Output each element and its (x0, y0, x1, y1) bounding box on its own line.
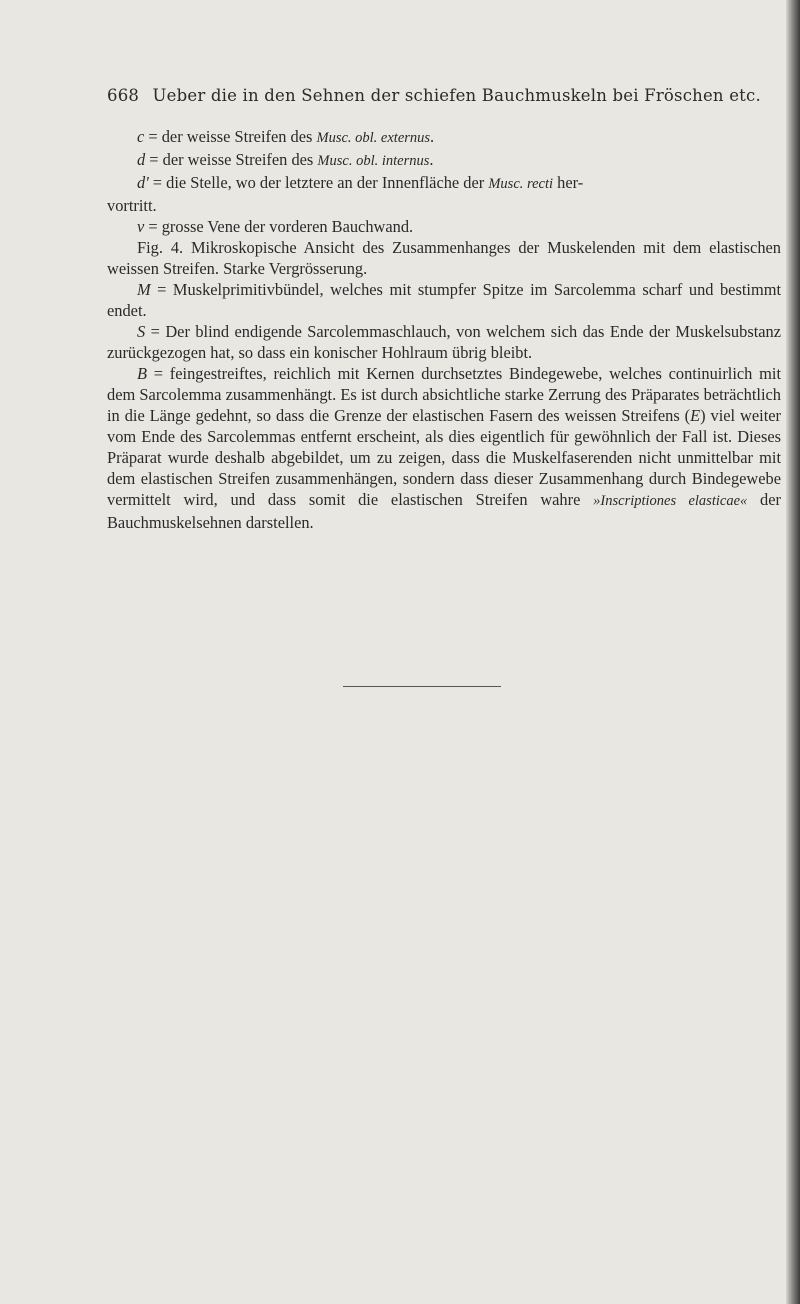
symbol-e: E (690, 406, 701, 425)
entry-end: her- (553, 173, 584, 192)
entry-text: = der weisse Streifen des (145, 150, 318, 169)
entry-text-continued: ) viel weiter vom Ende des Sarcolemmas entfernt erscheint, als dies eigentlich für gewöhnlich der Fall ist. Dieses Präparat wurde deshalb abgebildet, um zu zeigen, dass die Muskelfaserenden nicht unmittelbar mit dem elastischen Streifen zusammenhängen, sondern dass dieser Zusammenhang durch Bindegewebe vermittelt wird, und dass somit die elastischen Streifen wahre (107, 406, 782, 509)
latin-term: »Inscriptiones elasticae« (593, 493, 748, 509)
symbol: d' (137, 173, 149, 192)
symbol: S (137, 322, 146, 341)
legend-entry-c (107, 126, 781, 149)
entry-end: der Bauchmuskelsehnen darstellen. (107, 490, 781, 532)
symbol: d (137, 150, 146, 169)
page-number: 668 (107, 86, 140, 105)
entry-text: = feingestreiftes, reichlich mit Kernen durchsetztes Bindegewebe, welches continuirlich mit dem Sarcolemma zusammenhängt. Es ist durch absichtliche starke Zerrung des Präparates beträchtlich in die Länge gedehnt, so dass die Grenze der elastischen Fasern des weissen Streifens ( (107, 364, 781, 425)
symbol: c (137, 127, 145, 146)
body-text (107, 126, 781, 533)
legend-entry-s (107, 321, 781, 363)
running-title: Ueber die in den Sehnen der schiefen Bauchmuskeln bei Fröschen etc. (152, 86, 761, 105)
legend-entry-m (107, 279, 781, 321)
entry-end: . (429, 150, 434, 169)
legend-entry-d (107, 149, 781, 172)
symbol: M (137, 280, 151, 299)
symbol: B (137, 364, 148, 383)
latin-term: Musc. obl. internus (317, 153, 430, 169)
page-edge-shadow (786, 0, 800, 1304)
section-rule (343, 686, 501, 687)
running-header (107, 86, 761, 105)
legend-entry-d-prime (107, 172, 781, 195)
entry-text: = der weisse Streifen des (144, 127, 317, 146)
legend-entry-b (107, 363, 781, 533)
entry-text: = grosse Vene der vorderen Bauchwand. (144, 217, 414, 236)
figure-4-caption: Fig. 4. Mikroskopische Ansicht des Zusammenhanges der Muskelenden mit dem elastischen weissen Streifen. Starke Vergrösserung. (107, 238, 781, 278)
entry-text: = Der blind endigende Sarcolemmaschlauch, von welchem sich das Ende der Muskelsubstanz zurückgezogen hat, so dass ein konischer Hohlraum übrig bleibt. (107, 322, 781, 362)
continuation-line: vortritt. (107, 196, 157, 215)
latin-term: Musc. recti (488, 176, 554, 192)
entry-text: = die Stelle, wo der letztere an der Innenfläche der (148, 173, 489, 192)
latin-term: Musc. obl. externus (316, 130, 431, 146)
symbol: v (137, 217, 145, 236)
legend-entry-v (107, 216, 781, 237)
entry-text: = Muskelprimitivbündel, welches mit stumpfer Spitze im Sarcolemma scharf und bestimmt endet. (107, 280, 781, 320)
entry-end: . (430, 127, 435, 146)
